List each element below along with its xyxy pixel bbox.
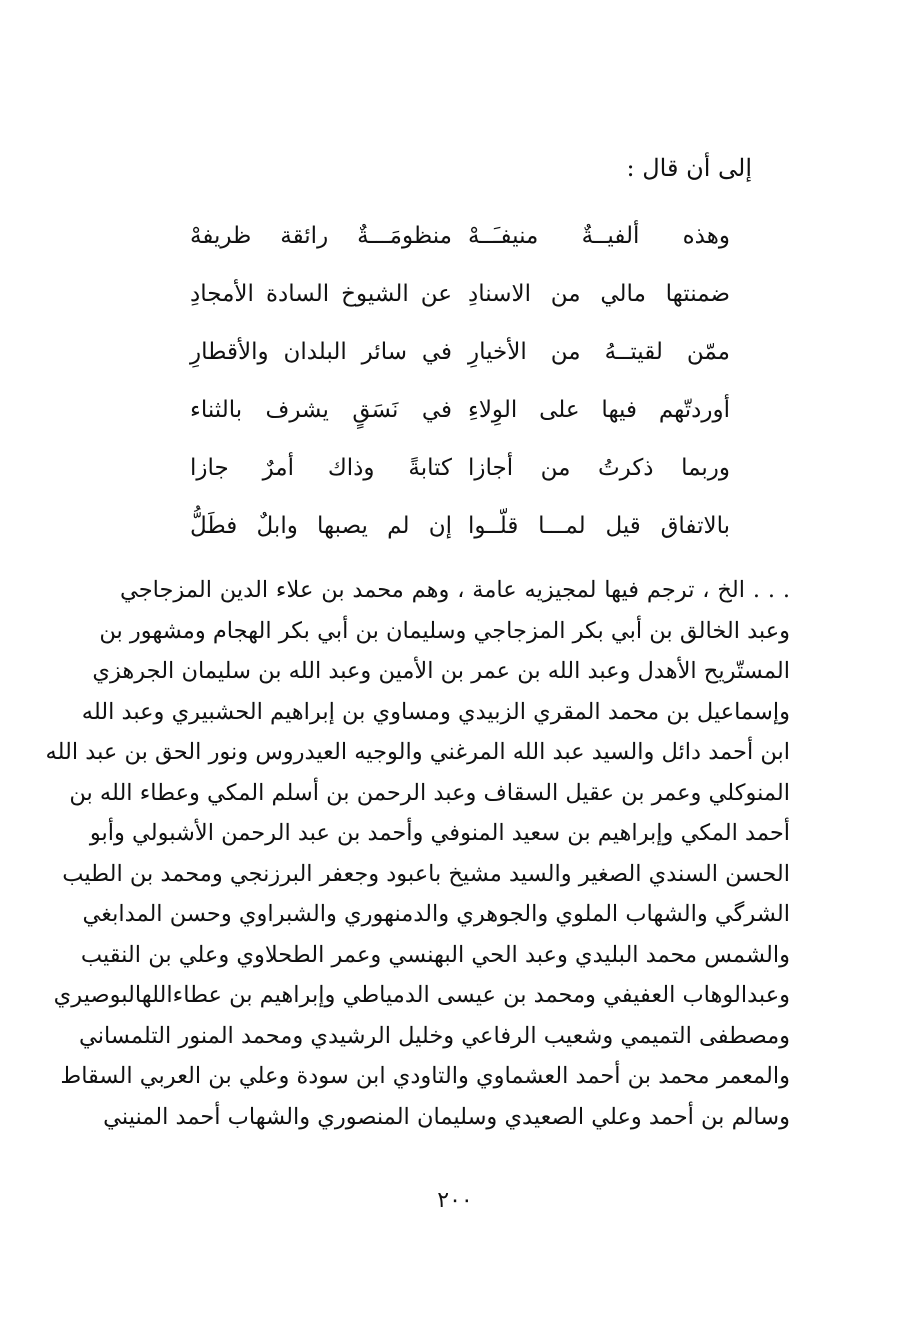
intro-line: إلى أن قال :	[626, 154, 752, 182]
verse	[190, 450, 730, 486]
prose-line: والشمس محمد البليدي وعبد الحي البهنسي وعمر الطحلاوي وعلي بن النقيب	[80, 941, 790, 968]
verse-first-hemistich: وربما ذكرتُ من أجازا	[468, 455, 730, 481]
verse	[190, 392, 730, 428]
verse-first-hemistich: ضمنتها مالي من الاسنادِ	[468, 281, 730, 307]
verse-first-hemistich: أوردتّهم فيها على الوِلاءِ	[468, 397, 730, 423]
prose-line: وعبد الخالق بن أبي بكر المزجاجي وسليمان بن أبي بكر الهجام ومشهور بن	[99, 617, 790, 644]
verse	[190, 276, 730, 312]
prose-line: وسالم بن أحمد وعلي الصعيدي وسليمان المنصوري والشهاب أحمد المنيني	[103, 1103, 790, 1130]
prose-line: وعبدالوهاب العفيفي ومحمد بن عيسى الدمياطي وإبراهيم بن عطاءاللهالبوصيري	[53, 982, 790, 1008]
verse-second-hemistich: في سائر البلدان والأقطارِ	[190, 339, 452, 365]
verse	[190, 218, 730, 254]
verse	[190, 334, 730, 370]
verse-second-hemistich: في نَسَقٍ يشرف بالثناء	[190, 397, 452, 423]
verse-first-hemistich: وهذه ألفيــةٌ منيفـَــهْ	[468, 223, 730, 249]
prose-line: الشرگي والشهاب الملوي والجوهري والدمنهوري والشبراوي وحسن المدابغي	[82, 901, 790, 927]
prose-line: وإسماعيل بن محمد المقري الزبيدي ومساوي بن إبراهيم الحشبيري وعبد الله	[81, 698, 790, 725]
prose-line: ومصطفى التميمي وشعيب الرفاعي وخليل الرشيدي ومحمد المنور التلمساني	[78, 1022, 790, 1049]
page-number: ٢٠٠	[437, 1188, 473, 1213]
verse-first-hemistich: ممّن لقيتــهُ من الأخيارِ	[468, 339, 730, 365]
verse-second-hemistich: منظومَـــةٌ رائقة ظريفهْ	[190, 223, 452, 249]
prose-line: والمعمر محمد بن أحمد العشماوي والتاودي ابن سودة وعلي بن العربي السقاط	[60, 1063, 790, 1089]
prose-paragraph	[45, 570, 790, 1137]
prose-line: ابن أحمد دائل والسيد عبد الله المرغني والوجيه العيدروس ونور الحق بن عبد الله	[45, 739, 790, 765]
verse-second-hemistich: كتابةً وذاك أمرٌ جازا	[190, 455, 452, 481]
prose-line: المستّريح الأهدل وعبد الله بن عمر بن الأمين وعبد الله بن سليمان الجرهزي	[92, 658, 790, 684]
verse	[190, 508, 730, 544]
verse-second-hemistich: عن الشيوخ السادة الأمجادِ	[190, 281, 452, 307]
prose-line: أحمد المكي وإبراهيم بن سعيد المنوفي وأحمد بن عبد الرحمن الأشبولي وأبو	[89, 820, 790, 846]
prose-line: . . . الخ ، ترجم فيها لمجيزيه عامة ، وهم محمد بن علاء الدين المزجاجي	[120, 577, 790, 603]
prose-line: المنوكلي وعمر بن عقيل السقاف وعبد الرحمن بن أسلم المكي وعطاء الله بن	[69, 779, 790, 806]
verse-second-hemistich: إن لم يصبها وابلٌ فطَلُّ	[190, 513, 452, 539]
verse-first-hemistich: بالاتفاق قيل لمـــا قلّــوا	[468, 513, 730, 539]
poem	[190, 218, 730, 566]
prose-line: الحسن السندي الصغير والسيد مشيخ باعبود وجعفر البرزنجي ومحمد بن الطيب	[62, 860, 790, 887]
